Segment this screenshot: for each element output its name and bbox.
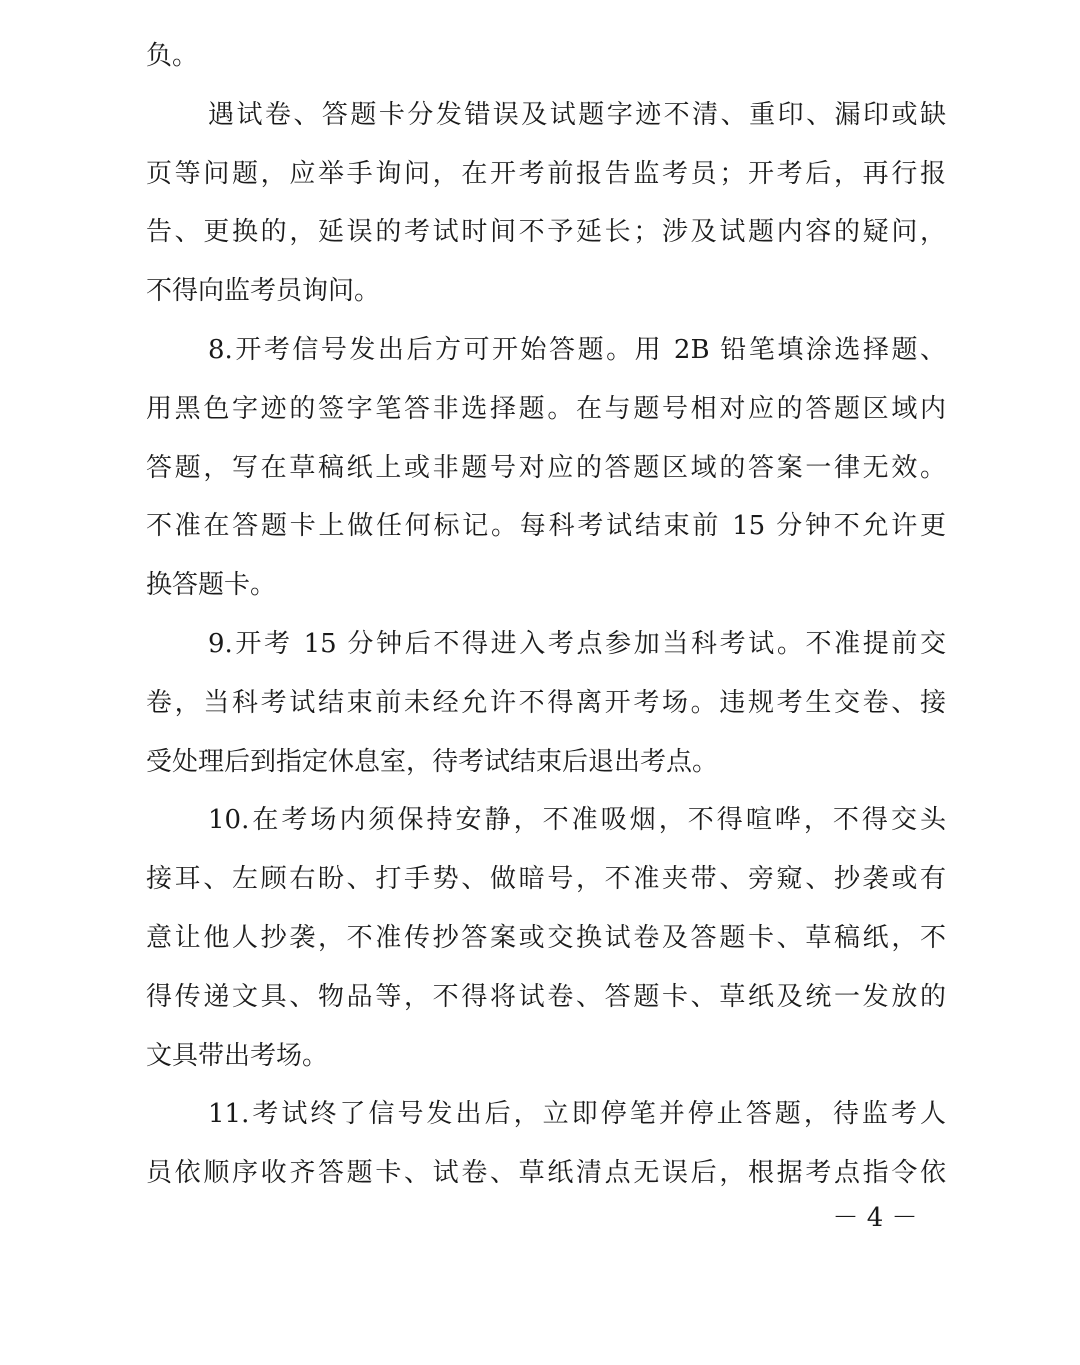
text-line: 负。: [146, 41, 199, 71]
text-line: 员依顺序收齐答题卡、试卷、草纸清点无误后，根据考点指令依: [146, 1158, 946, 1189]
text-line: 遇试卷、答题卡分发错误及试题字迹不清、重印、漏印或缺: [208, 99, 946, 130]
text-line: 换答题卡。: [146, 570, 277, 601]
text-line: 不得向监考员询问。: [146, 276, 381, 307]
text-line: 不准在答题卡上做任何标记。每科考试结束前 15 分钟不允许更: [146, 511, 946, 542]
text-line: 页等问题，应举手询问，在开考前报告监考员；开考后，再行报: [146, 158, 946, 189]
text-line: 用黑色字迹的签字笔答非选择题。在与题号相对应的答题区域内: [146, 393, 946, 424]
text-line: 意让他人抄袭，不准传抄答案或交换试卷及答题卡、草稿纸，不: [146, 922, 946, 953]
text-line: 答题，写在草稿纸上或非题号对应的答题区域的答案一律无效。: [146, 452, 946, 483]
text-line: 受处理后到指定休息室，待考试结束后退出考点。: [146, 746, 719, 777]
text-line: 告、更换的，延误的考试时间不予延长；涉及试题内容的疑问，: [146, 217, 946, 248]
text-line: 得传递文具、物品等，不得将试卷、答题卡、草纸及统一发放的: [146, 981, 946, 1012]
text-line: 文具带出考场。: [146, 1040, 329, 1071]
text-line: 接耳、左顾右盼、打手势、做暗号，不准夹带、旁窥、抄袭或有: [146, 864, 946, 895]
text-line: 8.开考信号发出后方可开始答题。用 2B 铅笔填涂选择题、: [208, 334, 946, 365]
text-line: 9.开考 15 分钟后不得进入考点参加当科考试。不准提前交: [208, 628, 946, 659]
page-number: － 4 －: [832, 1203, 918, 1233]
text-line: 11.考试终了信号发出后，立即停笔并停止答题，待监考人: [208, 1099, 946, 1130]
text-line: 10.在考场内须保持安静，不准吸烟，不得喧哗，不得交头: [208, 805, 946, 836]
body-text: [146, 33, 946, 1209]
text-line: 卷，当科考试结束前未经允许不得离开考场。违规考生交卷、接: [146, 687, 946, 718]
